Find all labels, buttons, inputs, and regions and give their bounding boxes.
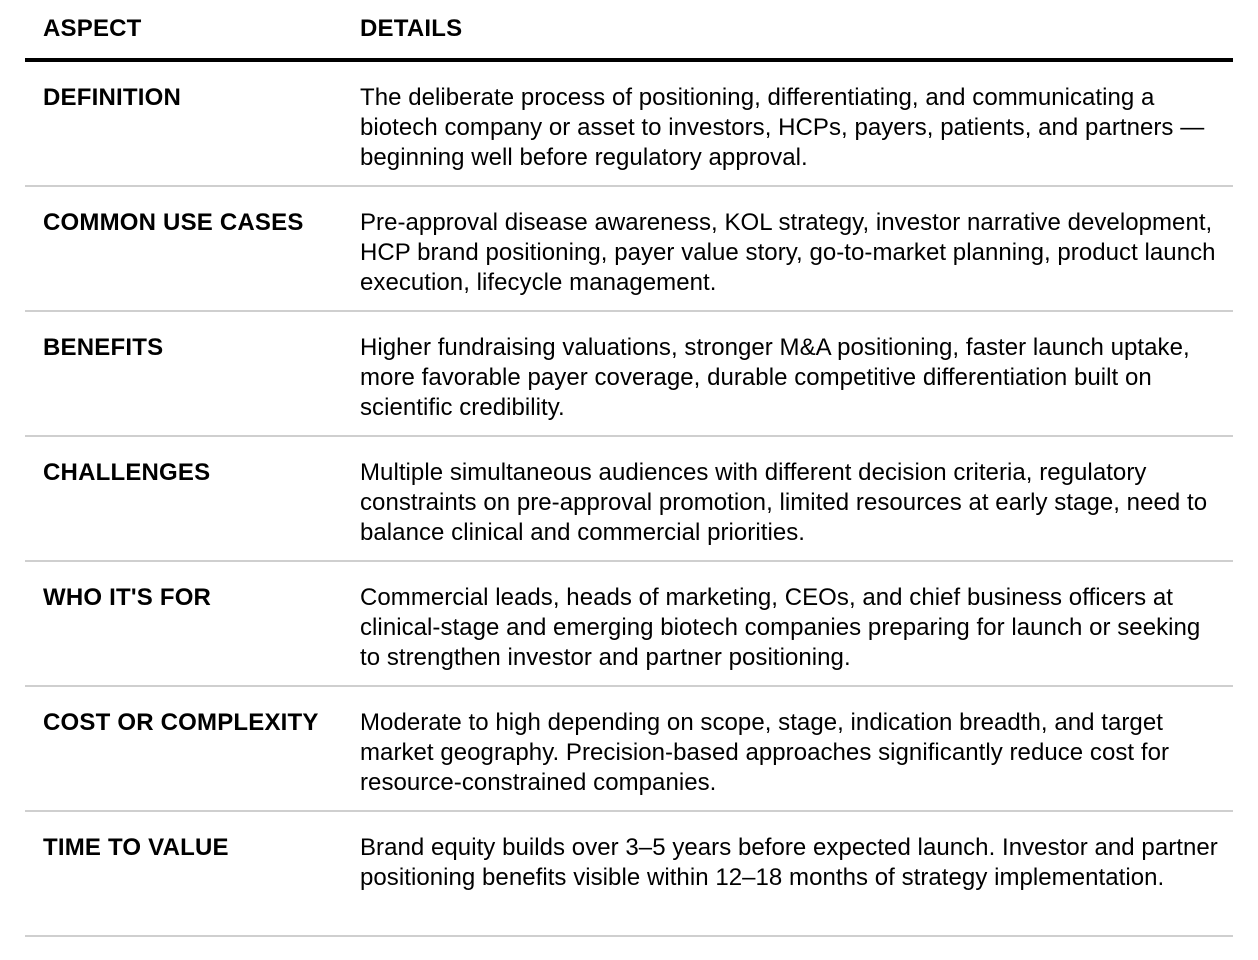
- header-details: DETAILS: [360, 15, 463, 42]
- table-header: [25, 0, 1233, 62]
- table-row: [25, 562, 1233, 687]
- row-details: Commercial leads, heads of marketing, CEOs, and chief business officers at clinical-stage and emerging biotech companies preparing for launch or seeking to strengthen investor and partner positioning.: [360, 584, 1201, 671]
- table-row: [25, 62, 1233, 187]
- row-aspect: BENEFITS: [43, 334, 164, 361]
- aspect-details-table: [25, 0, 1233, 937]
- row-details: Multiple simultaneous audiences with different decision criteria, regulatory constraints on pre-approval promotion, limited resources at early stage, need to balance clinical and commercial priorities.: [360, 459, 1208, 546]
- row-details: Pre-approval disease awareness, KOL strategy, investor narrative development, HCP brand positioning, payer value story, go-to-market planning, product launch execution, lifecycle management.: [360, 209, 1216, 296]
- table-row: [25, 187, 1233, 312]
- table-row: [25, 812, 1233, 937]
- table-row: [25, 437, 1233, 562]
- row-details: Brand equity builds over 3–5 years before expected launch. Investor and partner positioning benefits visible within 12–18 months of strategy implementation.: [360, 834, 1218, 891]
- row-aspect: COST OR COMPLEXITY: [43, 709, 319, 736]
- table-row: [25, 312, 1233, 437]
- header-aspect: ASPECT: [43, 15, 142, 42]
- row-aspect: CHALLENGES: [43, 459, 211, 486]
- table-row: [25, 687, 1233, 812]
- row-aspect: WHO IT'S FOR: [43, 584, 212, 611]
- row-aspect: DEFINITION: [43, 84, 181, 111]
- row-details: The deliberate process of positioning, differentiating, and communicating a biotech company or asset to investors, HCPs, payers, patients, and partners — beginning well before regulatory approval.: [360, 84, 1205, 171]
- row-aspect: COMMON USE CASES: [43, 209, 304, 236]
- row-details: Moderate to high depending on scope, stage, indication breadth, and target market geography. Precision-based approaches significantly reduce cost for resource-constrained companies.: [360, 709, 1170, 796]
- row-aspect: TIME TO VALUE: [43, 834, 229, 861]
- row-details: Higher fundraising valuations, stronger M&A positioning, faster launch uptake, more favorable payer coverage, durable competitive differentiation built on scientific credibility.: [360, 334, 1190, 421]
